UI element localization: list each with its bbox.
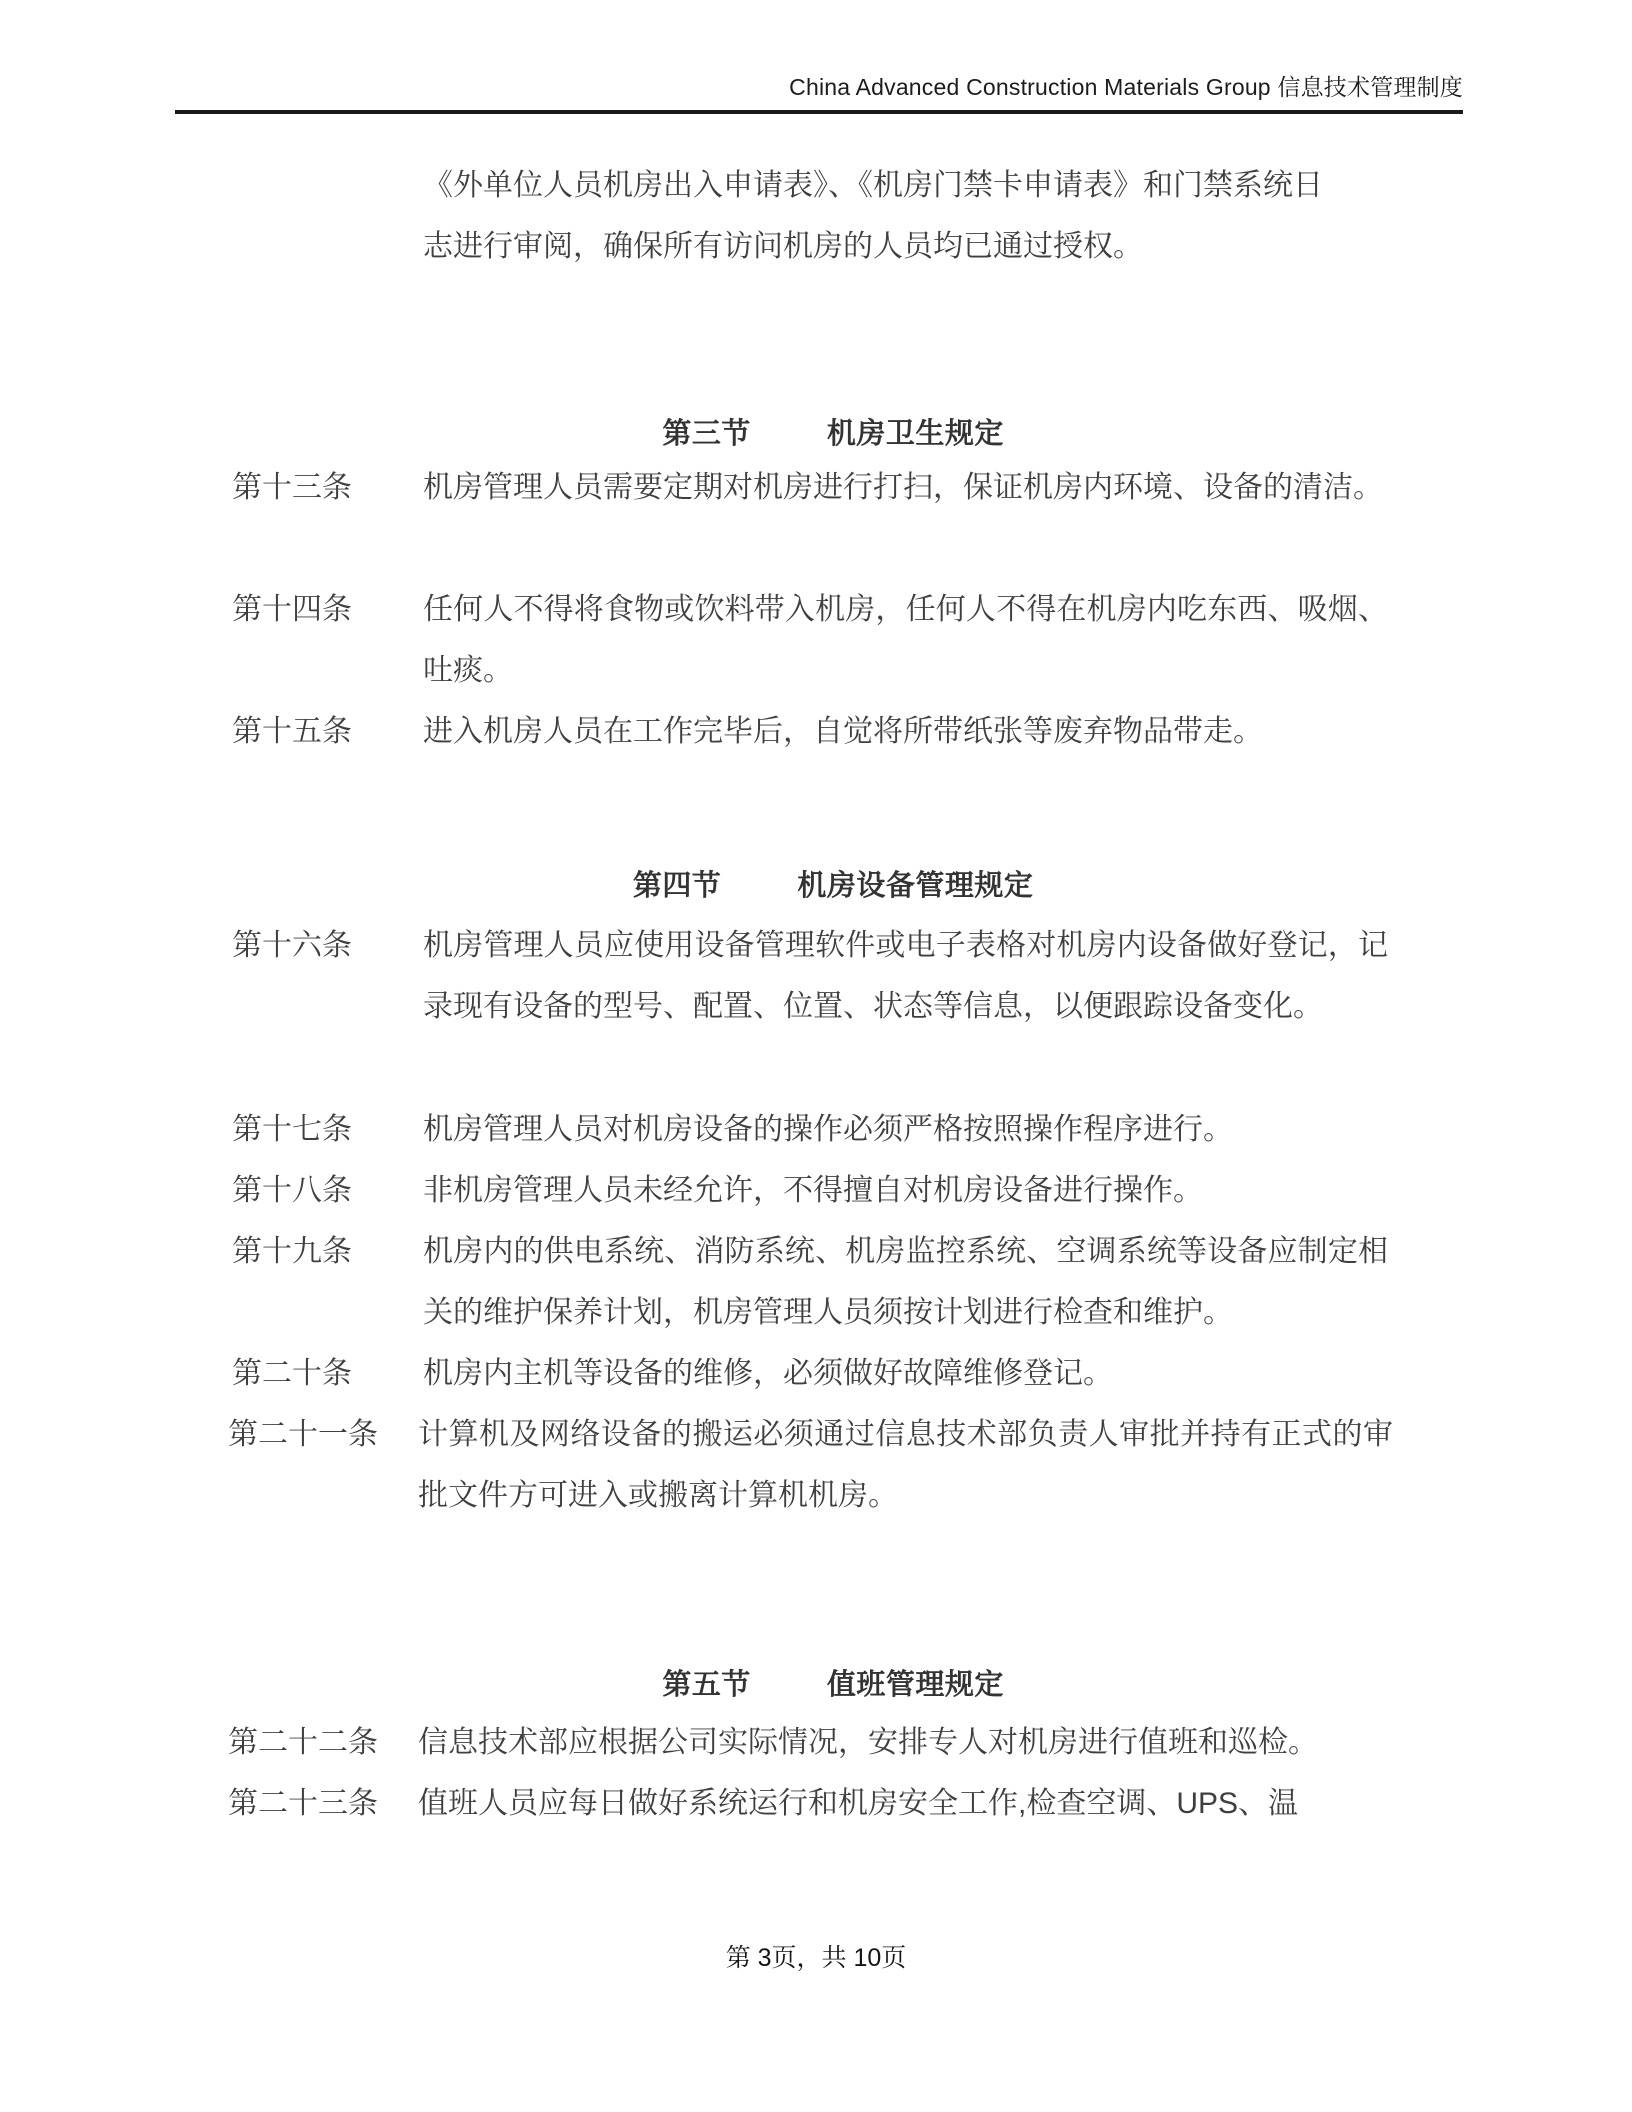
section-4-title: 机房设备管理规定 xyxy=(797,870,1034,902)
section-4-number: 第四节 xyxy=(632,870,722,902)
article-19-label: 第十九条 xyxy=(232,1235,352,1268)
section-3-number: 第三节 xyxy=(662,418,751,450)
page-footer: 第 3页，共 10页 xyxy=(725,1944,907,1972)
article-22-label: 第二十二条 xyxy=(228,1726,378,1759)
intro-paragraph-line-1: 《外单位人员机房出入申请表》、《机房门禁卡申请表》和门禁系统日 xyxy=(423,169,1323,202)
intro-paragraph-line-2: 志进行审阅，确保所有访问机房的人员均已通过授权。 xyxy=(423,230,1143,263)
article-18-label: 第十八条 xyxy=(232,1174,352,1207)
article-21-text: 计算机及网络设备的搬运必须通过信息技术部负责人审批并持有正式的审批文件方可进入或搬离计算机机房。 xyxy=(418,1418,1393,1512)
article-19-text: 机房内的供电系统、消防系统、机房监控系统、空调系统等设备应制定相关的维护保养计划，机房管理人员须按计划进行检查和维护。 xyxy=(423,1235,1388,1329)
header-title: China Advanced Construction Materials Group 信息技术管理制度 xyxy=(789,74,1463,100)
section-5-number: 第五节 xyxy=(662,1669,751,1701)
article-15-text: 进入机房人员在工作完毕后，自觉将所带纸张等废弃物品带走。 xyxy=(423,715,1263,748)
article-13-label: 第十三条 xyxy=(232,471,352,504)
article-15-label: 第十五条 xyxy=(232,715,352,748)
article-14-text: 任何人不得将食物或饮料带入机房，任何人不得在机房内吃东西、吸烟、吐痰。 xyxy=(423,593,1388,687)
article-14-label: 第十四条 xyxy=(232,593,352,626)
article-22-text: 信息技术部应根据公司实际情况，安排专人对机房进行值班和巡检。 xyxy=(418,1726,1318,1759)
article-17-text: 机房管理人员对机房设备的操作必须严格按照操作程序进行。 xyxy=(423,1113,1233,1146)
article-13-text: 机房管理人员需要定期对机房进行打扫，保证机房内环境、设备的清洁。 xyxy=(423,471,1383,504)
page-header xyxy=(175,72,1463,122)
section-3-title: 机房卫生规定 xyxy=(826,418,1004,450)
article-16-text: 机房管理人员应使用设备管理软件或电子表格对机房内设备做好登记，记录现有设备的型号、配置、位置、状态等信息，以便跟踪设备变化。 xyxy=(423,929,1388,1023)
header-divider xyxy=(175,110,1463,114)
article-23-label: 第二十三条 xyxy=(228,1787,378,1820)
section-5-title: 值班管理规定 xyxy=(826,1669,1004,1701)
article-23-text: 值班人员应每日做好系统运行和机房安全工作,检查空调、UPS、温 xyxy=(418,1787,1299,1820)
article-16-label: 第十六条 xyxy=(232,929,352,962)
article-17-label: 第十七条 xyxy=(232,1113,352,1146)
article-20-label: 第二十条 xyxy=(232,1357,352,1390)
article-18-text: 非机房管理人员未经允许，不得擅自对机房设备进行操作。 xyxy=(423,1174,1203,1207)
article-20-text: 机房内主机等设备的维修，必须做好故障维修登记。 xyxy=(423,1357,1113,1390)
article-21-label: 第二十一条 xyxy=(228,1418,378,1451)
